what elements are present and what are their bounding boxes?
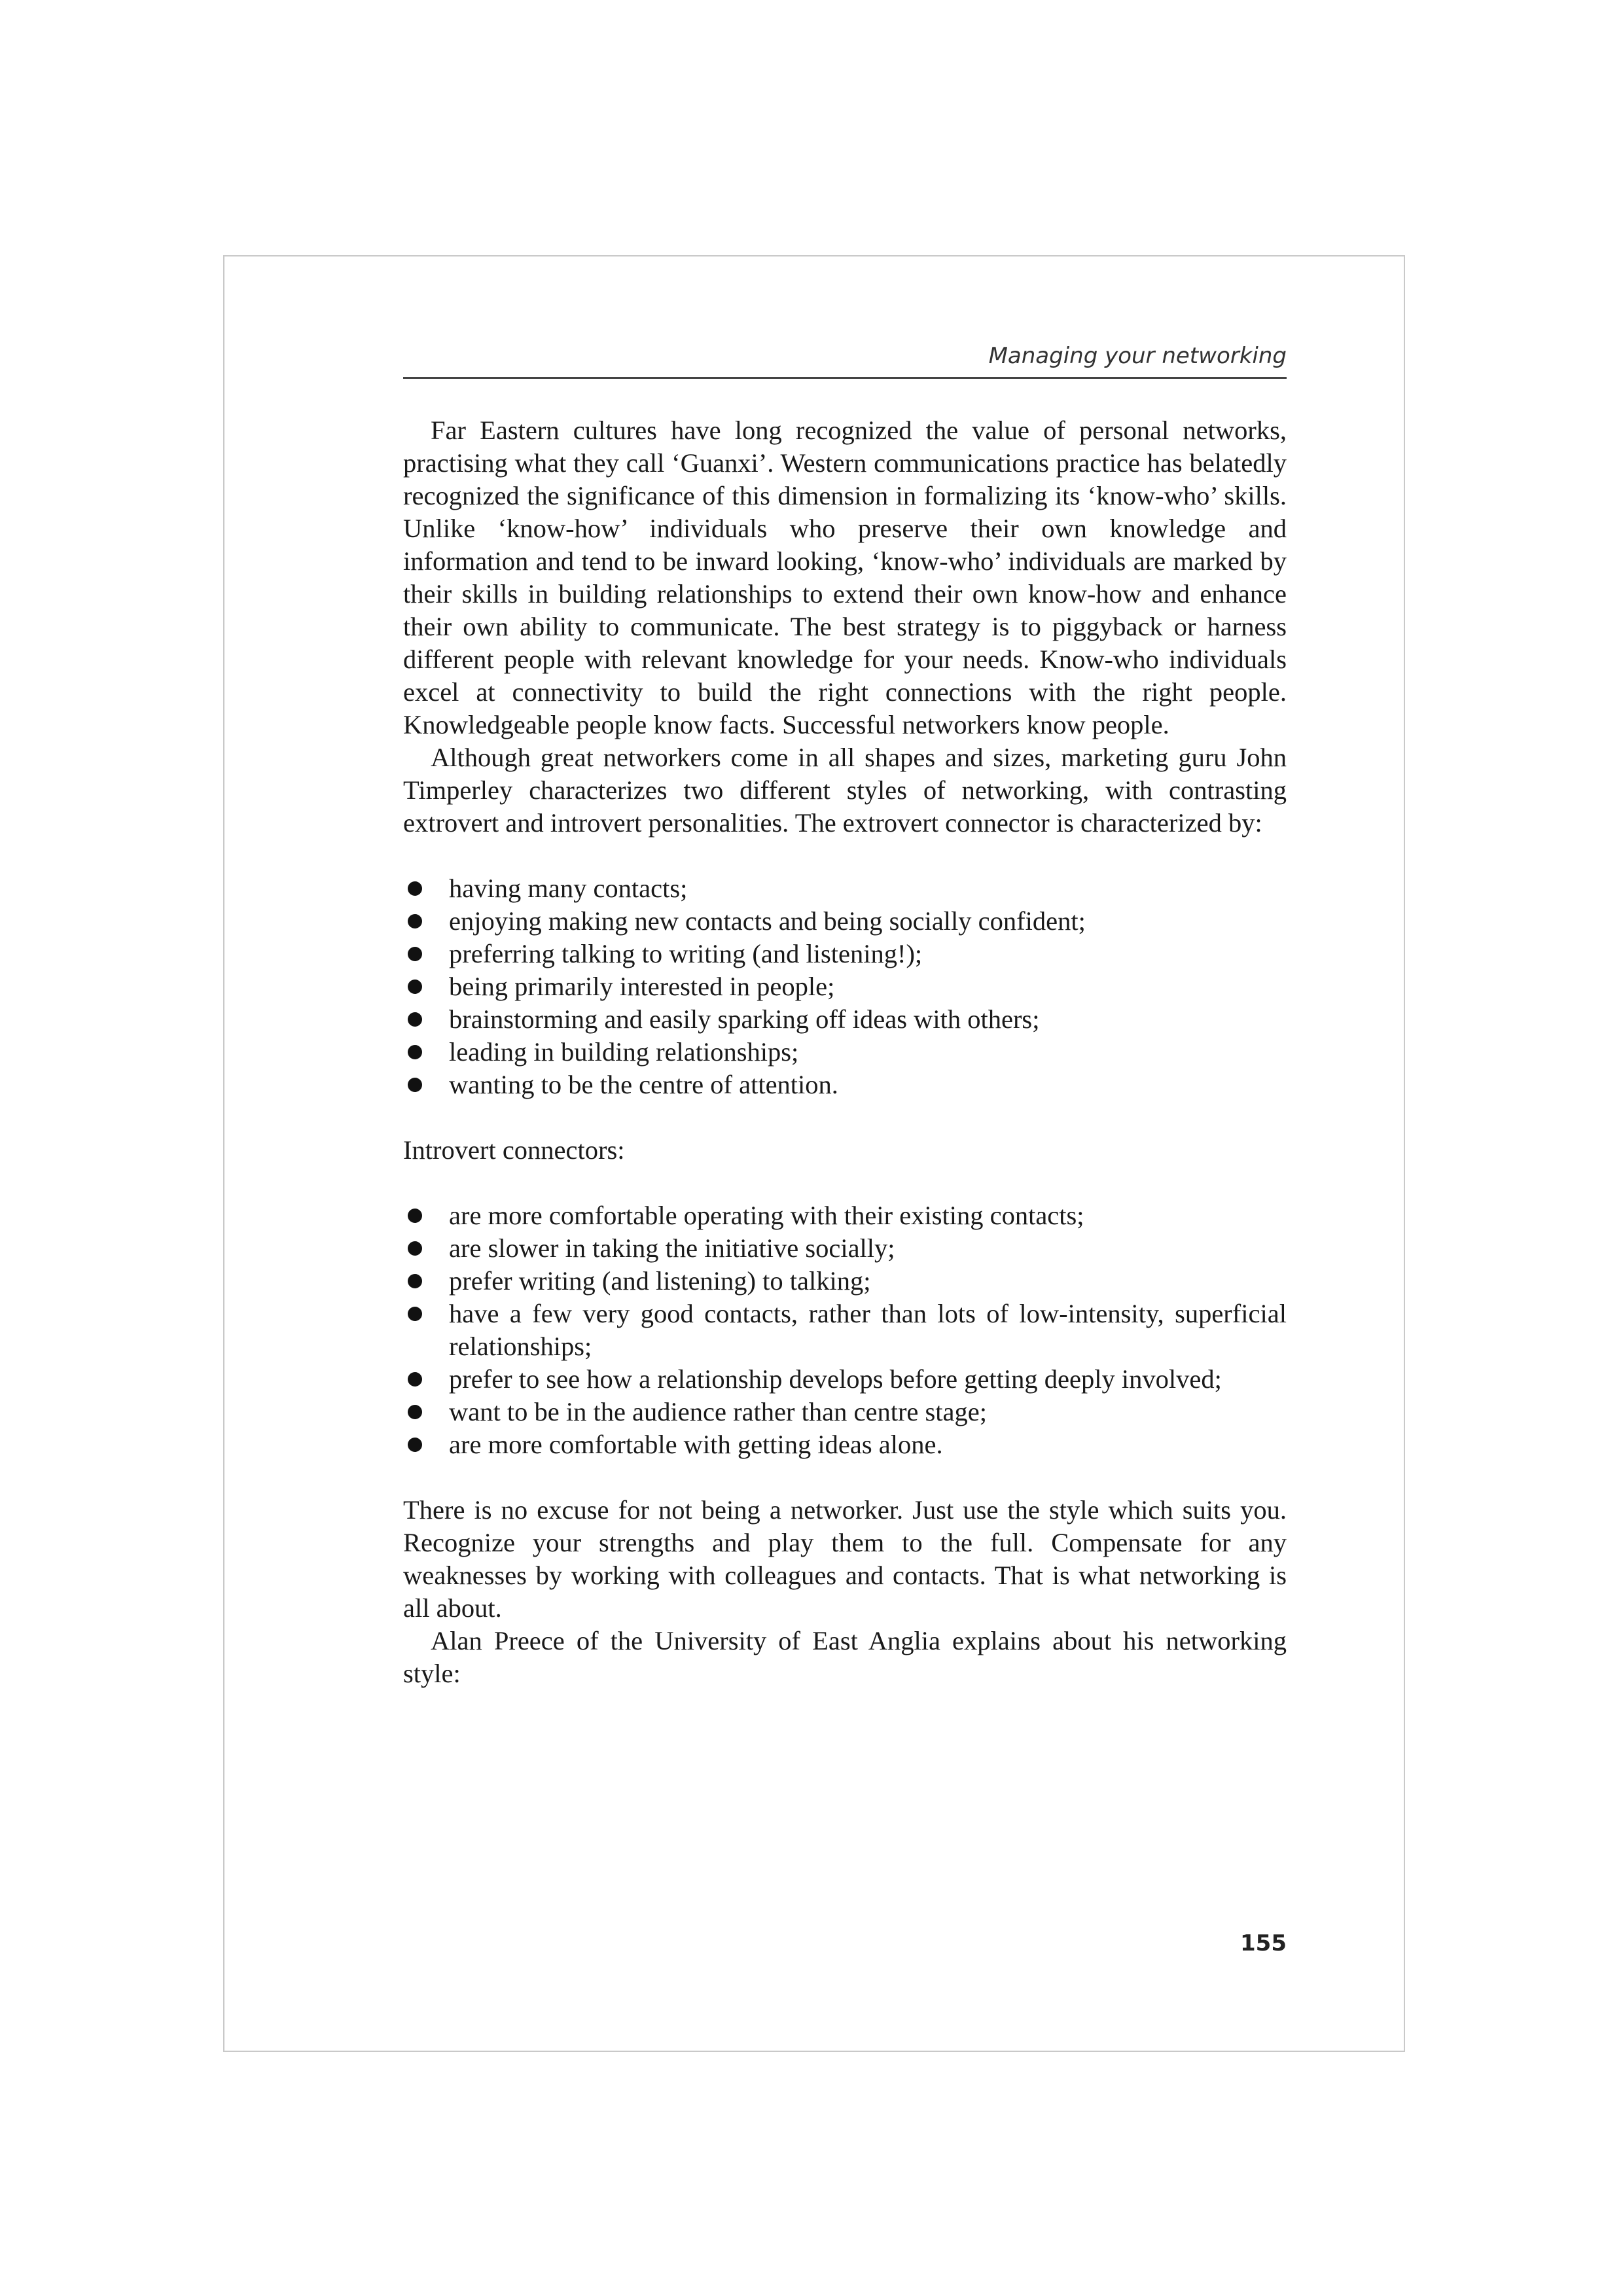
introvert-heading: Introvert connectors: [403, 1135, 625, 1165]
paragraph-guanxi: Far Eastern cultures have long recognized the value of personal networks, practising what they call ‘Guanxi’. Western communications practice has belatedly recognized the significance of this dimension in formalizing its ‘know-who’ skills. Unlike ‘know-how’ individuals who preserve their own knowledge and information and tend to be inward looking, ‘know-who’ individuals are marked by their skills in building relationships to extend their own know-how and enhance their own ability to communicate. The best strategy is to piggyback or harness different people with relevant knowledge for your needs. Know-who individuals excel at connectivity to build the right connections with the right people. Knowledgeable people know facts. Successful networkers know people. [403, 415, 1287, 739]
paragraph-alan-preece: Alan Preece of the University of East Anglia explains about his networking style: [403, 1626, 1287, 1688]
bullet-icon [408, 1209, 422, 1223]
bullet-icon [408, 881, 422, 896]
bullet-icon [408, 980, 422, 994]
list-item-text: enjoying making new contacts and being socially confident; [449, 906, 1086, 936]
introvert-list [403, 1199, 1287, 1461]
list-item [403, 872, 1287, 905]
list-item [403, 1199, 1287, 1232]
page-content [403, 340, 1287, 1690]
list-item [403, 1003, 1287, 1036]
extrovert-list [403, 872, 1287, 1101]
bullet-icon [408, 1405, 422, 1419]
paragraph-networking-styles: Although great networkers come in all shapes and sizes, marketing guru John Timperley characterizes two different styles of networking, with contrasting extrovert and introvert personalities. The extrovert connector is characterized by: [403, 743, 1287, 838]
list-item [403, 1363, 1287, 1396]
list-item-text: wanting to be the centre of attention. [449, 1070, 838, 1099]
bullet-icon [408, 1012, 422, 1027]
paragraph-no-excuse: There is no excuse for not being a networker. Just use the style which suits you. Recognize your strengths and play them to the full. Compensate for any weaknesses by working with colleagues and contacts. That is what networking is all about. [403, 1495, 1287, 1623]
bullet-icon [408, 947, 422, 961]
list-item-text: brainstorming and easily sparking off ideas with others; [449, 1004, 1040, 1034]
list-item-text: preferring talking to writing (and listening!); [449, 939, 923, 968]
bullet-icon [408, 1045, 422, 1059]
list-item [403, 1232, 1287, 1265]
list-item [403, 1298, 1287, 1363]
list-item [403, 970, 1287, 1003]
list-item-text: have a few very good contacts, rather than lots of low-intensity, superficial relationships; [449, 1299, 1287, 1361]
list-item [403, 1036, 1287, 1069]
list-item [403, 1069, 1287, 1101]
bullet-icon [408, 1274, 422, 1288]
list-item [403, 1428, 1287, 1461]
bullet-icon [408, 914, 422, 928]
body-text [403, 414, 1287, 1690]
list-item-text: are slower in taking the initiative socially; [449, 1233, 895, 1263]
running-header: Managing your networking [403, 340, 1287, 379]
list-item-text: having many contacts; [449, 874, 688, 903]
list-item-text: prefer writing (and listening) to talking; [449, 1266, 871, 1296]
bullet-icon [408, 1078, 422, 1092]
list-item-text: are more comfortable with getting ideas alone. [449, 1430, 943, 1459]
list-item-text: prefer to see how a relationship develops before getting deeply involved; [449, 1364, 1222, 1394]
list-item [403, 1265, 1287, 1298]
list-item-text: are more comfortable operating with their existing contacts; [449, 1201, 1084, 1230]
list-item [403, 905, 1287, 938]
page-number: 155 [1240, 1930, 1287, 1956]
bullet-icon [408, 1372, 422, 1386]
list-item-text: leading in building relationships; [449, 1037, 799, 1067]
list-item [403, 938, 1287, 970]
list-item [403, 1396, 1287, 1428]
list-item-text: want to be in the audience rather than centre stage; [449, 1397, 988, 1426]
bullet-icon [408, 1307, 422, 1321]
bullet-icon [408, 1438, 422, 1452]
list-item-text: being primarily interested in people; [449, 972, 835, 1001]
bullet-icon [408, 1241, 422, 1256]
